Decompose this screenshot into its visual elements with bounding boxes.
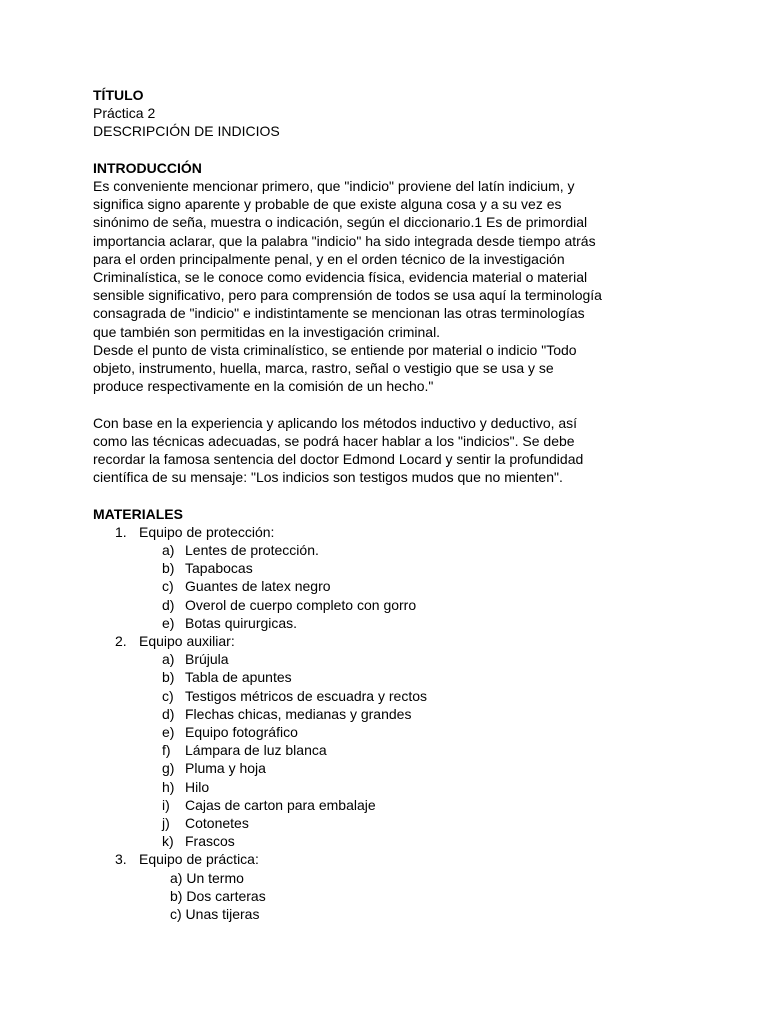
list-item-text: Flechas chicas, medianas y grandes xyxy=(185,705,412,722)
paragraph-line: consagrada de "indicio" e indistintamente se mencionan las otras terminologías xyxy=(93,305,585,322)
sublist xyxy=(93,869,633,924)
paragraph-line: Es conveniente mencionar primero, que "indicio" proviene del latín indicium, y xyxy=(93,178,575,194)
list-letter: c) xyxy=(162,687,174,704)
list-letter: c) xyxy=(162,578,174,595)
list-letter: d) xyxy=(162,596,175,613)
paragraph-line: sinónimo de seña, muestra o indicación, según el diccionario.1 Es de primordial xyxy=(93,214,588,231)
list-letter: d) xyxy=(162,705,175,722)
paragraph-line: como las técnicas adecuadas, se podrá hacer hablar a los "indicios". Se debe xyxy=(93,432,575,449)
list-item-text: Botas quirurgicas. xyxy=(185,614,298,631)
list-letter: g) xyxy=(162,760,175,777)
list-number: 3. xyxy=(115,851,127,868)
paragraph-line: Desde el punto de vista criminalístico, se entiende por material o indicio "Todo xyxy=(93,341,577,358)
list-letter: a) xyxy=(162,651,175,668)
list-item xyxy=(93,577,633,595)
blank-line xyxy=(93,395,633,413)
materials-list xyxy=(93,523,633,923)
paragraph-line: sensible significativo, pero para comprensión de todos se usa aquí la terminología xyxy=(93,287,602,304)
materials-group-auxiliar xyxy=(93,632,633,850)
section-heading-materiales: MATERIALES xyxy=(93,505,183,522)
list-letter: i) xyxy=(162,796,170,813)
list-letter: e) xyxy=(162,614,175,631)
list-item-text: Overol de cuerpo completo con gorro xyxy=(185,596,417,613)
paragraph-line: para el orden principalmente penal, y en el orden técnico de la investigación xyxy=(93,250,565,267)
list-item-text: Lentes de protección. xyxy=(185,542,319,559)
list-letter: b) xyxy=(162,560,175,577)
list-number: 1. xyxy=(115,523,127,540)
list-letter: f) xyxy=(162,742,171,759)
list-item xyxy=(93,778,633,796)
list-item-text: Lámpara de luz blanca xyxy=(185,742,327,759)
list-letter: h) xyxy=(162,778,175,795)
list-item-text: Cajas de carton para embalaje xyxy=(185,796,376,813)
materials-group-practica xyxy=(93,850,633,923)
sublist xyxy=(93,541,633,632)
intro-paragraph-2 xyxy=(93,341,633,396)
list-item xyxy=(93,814,633,832)
group-label: Equipo de protección: xyxy=(139,523,275,540)
list-item xyxy=(93,541,633,559)
list-item: b) Dos carteras xyxy=(170,887,266,904)
list-item xyxy=(93,723,633,741)
group-label: Equipo de práctica: xyxy=(139,851,259,868)
list-item-text: Tapabocas xyxy=(185,560,253,577)
blank-line xyxy=(93,486,633,504)
list-item xyxy=(93,759,633,777)
paragraph-line: importancia aclarar, que la palabra "indicio" ha sido integrada desde tiempo atrás xyxy=(93,232,596,249)
section-heading-introduccion: INTRODUCCIÓN xyxy=(93,159,202,176)
paragraph-line: objeto, instrumento, huella, marca, rastro, señal o vestigio que se usa y se xyxy=(93,360,554,377)
paragraph-line: recordar la famosa sentencia del doctor Edmond Locard y sentir la profundidad xyxy=(93,451,584,468)
list-item xyxy=(93,796,633,814)
list-item: a) Un termo xyxy=(170,869,244,886)
list-item xyxy=(93,614,633,632)
list-number: 2. xyxy=(115,633,127,650)
list-letter: a) xyxy=(162,542,175,559)
list-item-text: Tabla de apuntes xyxy=(185,669,292,686)
list-item xyxy=(93,596,633,614)
title-line-practica: Práctica 2 xyxy=(93,105,156,122)
list-letter: k) xyxy=(162,833,174,850)
list-letter: j) xyxy=(162,815,170,832)
intro-paragraph-3 xyxy=(93,414,633,487)
list-item xyxy=(93,705,633,723)
list-item-text: Guantes de latex negro xyxy=(185,578,331,595)
list-item xyxy=(93,668,633,686)
paragraph-line: significa signo aparente y probable de que existe alguna cosa y a su vez es xyxy=(93,196,562,213)
paragraph-line: científica de su mensaje: "Los indicios son testigos mudos que no mienten". xyxy=(93,469,563,486)
list-item-text: Testigos métricos de escuadra y rectos xyxy=(185,687,427,704)
paragraph-line: produce respectivamente en la comisión de un hecho." xyxy=(93,378,434,395)
materials-group-proteccion xyxy=(93,523,633,632)
paragraph-line: Criminalística, se le conoce como evidencia física, evidencia material o material xyxy=(93,269,588,286)
list-item-text: Hilo xyxy=(185,778,210,795)
title-line-descripcion: DESCRIPCIÓN DE INDICIOS xyxy=(93,123,280,140)
blank-line xyxy=(93,141,633,159)
list-item-text: Frascos xyxy=(185,833,235,850)
intro-paragraph-1 xyxy=(93,177,633,341)
group-label: Equipo auxiliar: xyxy=(139,633,235,650)
list-item-text: Pluma y hoja xyxy=(185,760,266,777)
list-item-text: Equipo fotográfico xyxy=(185,724,298,741)
list-item xyxy=(93,832,633,850)
list-item xyxy=(93,559,633,577)
list-item: c) Unas tijeras xyxy=(170,906,260,923)
list-item xyxy=(93,741,633,759)
list-letter: b) xyxy=(162,669,175,686)
sublist xyxy=(93,650,633,850)
document-page xyxy=(93,86,633,923)
list-letter: e) xyxy=(162,724,175,741)
list-item-text: Cotonetes xyxy=(185,815,249,832)
list-item-text: Brújula xyxy=(185,651,229,668)
list-item xyxy=(93,687,633,705)
list-item xyxy=(93,650,633,668)
section-heading-titulo: TÍTULO xyxy=(93,87,144,103)
paragraph-line: que también son permitidas en la investigación criminal. xyxy=(93,323,441,340)
paragraph-line: Con base en la experiencia y aplicando los métodos inductivo y deductivo, así xyxy=(93,414,578,431)
